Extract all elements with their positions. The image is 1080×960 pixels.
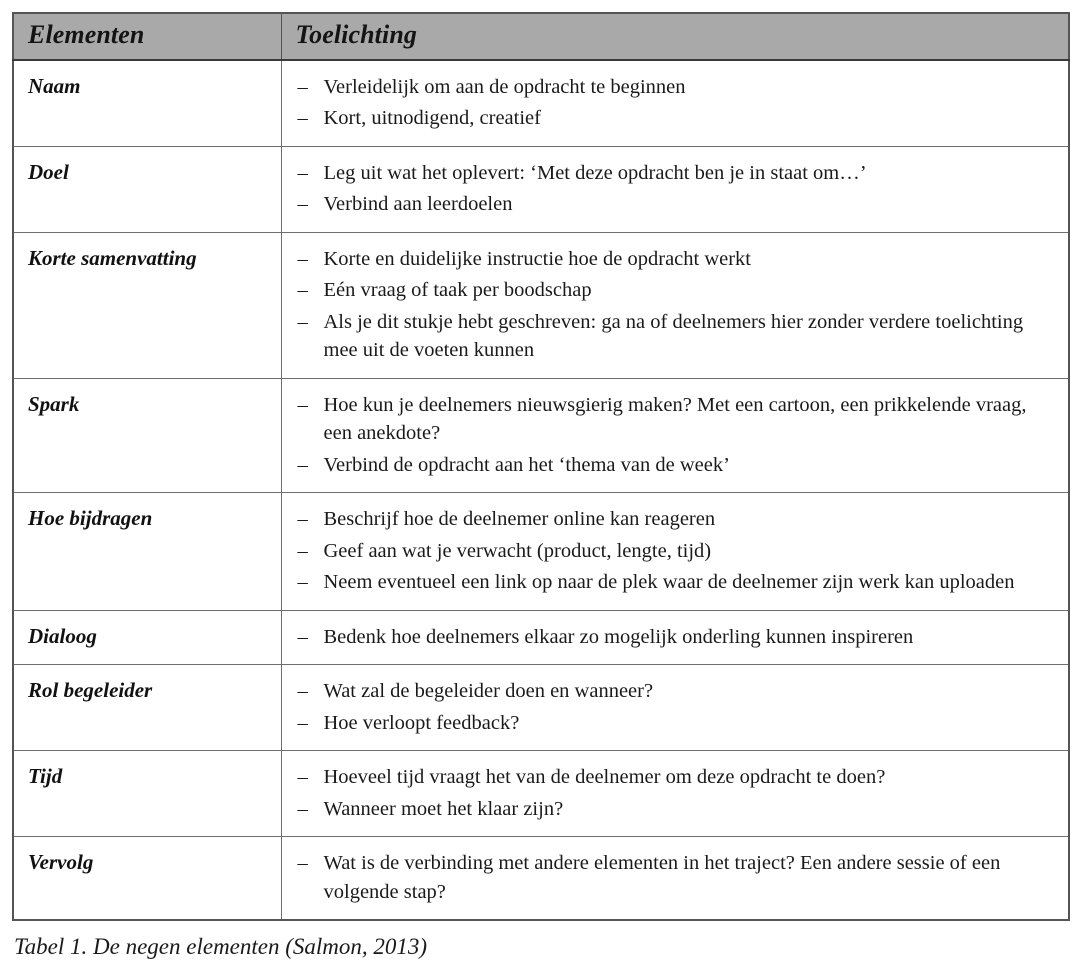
- bullet-item: [296, 190, 1057, 218]
- bullet-text: Hoeveel tijd vraagt het van de deelnemer om deze opdracht te doen?: [323, 766, 886, 789]
- table-row: [13, 146, 1069, 232]
- dash-bullet-icon: –: [297, 711, 308, 734]
- dash-bullet-icon: –: [297, 852, 308, 875]
- table-body: [13, 60, 1069, 920]
- bullet-item: [296, 568, 1057, 596]
- dash-bullet-icon: –: [297, 76, 308, 98]
- dash-bullet-icon: –: [297, 161, 308, 184]
- bullet-list: [296, 505, 1057, 596]
- explanation-cell: [281, 146, 1069, 232]
- bullet-text: Leg uit wat het oplevert: ‘Met deze opdracht ben je in staat om…’: [323, 161, 867, 184]
- bullet-text: Hoe verloopt feedback?: [323, 711, 520, 734]
- bullet-list: [296, 849, 1057, 906]
- dash-bullet-icon: –: [297, 508, 308, 531]
- dash-bullet-icon: –: [297, 107, 308, 130]
- element-name-cell: Naam: [13, 60, 281, 146]
- element-name-cell: Hoe bijdragen: [13, 493, 281, 610]
- table-row: [13, 378, 1069, 492]
- bullet-item: [296, 677, 1057, 705]
- element-name-cell: Vervolg: [13, 837, 281, 920]
- bullet-list: [296, 391, 1057, 479]
- bullet-item: [296, 709, 1057, 737]
- bullet-item: [296, 451, 1057, 479]
- bullet-list: [296, 623, 1057, 651]
- element-name-cell: Tijd: [13, 751, 281, 837]
- table-row: [13, 60, 1069, 146]
- dash-bullet-icon: –: [297, 625, 308, 648]
- bullet-list: [296, 73, 1057, 133]
- bullet-item: [296, 623, 1057, 651]
- bullet-list: [296, 159, 1057, 219]
- table-row: [13, 493, 1069, 610]
- dash-bullet-icon: –: [297, 247, 308, 270]
- bullet-item: [296, 763, 1057, 791]
- bullet-item: [296, 245, 1057, 273]
- bullet-item: [296, 537, 1057, 565]
- element-name-cell: Rol begeleider: [13, 665, 281, 751]
- table-row: [13, 610, 1069, 664]
- bullet-item: [296, 159, 1057, 187]
- bullet-item: [296, 505, 1057, 533]
- bullet-item: [296, 849, 1057, 906]
- bullet-item: [296, 308, 1057, 365]
- bullet-item: [296, 73, 1057, 101]
- element-name-cell: Spark: [13, 378, 281, 492]
- table-header-row: [13, 13, 1069, 60]
- dash-bullet-icon: –: [297, 680, 308, 703]
- dash-bullet-icon: –: [297, 539, 308, 562]
- element-name-cell: Dialoog: [13, 610, 281, 664]
- bullet-text: Als je dit stukje hebt geschreven: ga na of deelnemers hier zonder verdere toelichting mee uit de voeten kunnen: [323, 310, 1024, 362]
- explanation-cell: [281, 665, 1069, 751]
- dash-bullet-icon: –: [297, 393, 308, 416]
- bullet-item: [296, 795, 1057, 823]
- bullet-text: Neem eventueel een link op naar de plek waar de deelnemer zijn werk kan uploaden: [323, 571, 1015, 594]
- dash-bullet-icon: –: [297, 766, 308, 789]
- explanation-cell: [281, 837, 1069, 920]
- explanation-cell: [281, 378, 1069, 492]
- bullet-text: Verbind de opdracht aan het ‘thema van de week’: [323, 453, 730, 476]
- bullet-text: Wat is de verbinding met andere elementen in het traject? Een andere sessie of een volgende stap?: [323, 852, 1001, 903]
- bullet-text: Verleidelijk om aan de opdracht te beginnen: [323, 76, 686, 98]
- table-header: [13, 13, 1069, 60]
- element-name-cell: Korte samenvatting: [13, 232, 281, 378]
- dash-bullet-icon: –: [297, 797, 308, 820]
- explanation-cell: [281, 232, 1069, 378]
- bullet-item: [296, 391, 1057, 448]
- table-row: [13, 751, 1069, 837]
- column-header-toelichting: Toelichting: [281, 13, 1069, 60]
- explanation-cell: [281, 610, 1069, 664]
- bullet-item: [296, 276, 1057, 304]
- dash-bullet-icon: –: [297, 310, 308, 333]
- explanation-cell: [281, 60, 1069, 146]
- bullet-list: [296, 677, 1057, 737]
- bullet-list: [296, 245, 1057, 365]
- explanation-cell: [281, 751, 1069, 837]
- table-row: [13, 232, 1069, 378]
- bullet-text: Wat zal de begeleider doen en wanneer?: [323, 680, 654, 703]
- bullet-text: Wanneer moet het klaar zijn?: [323, 797, 564, 820]
- bullet-text: Kort, uitnodigend, creatief: [323, 107, 541, 130]
- table-row: [13, 837, 1069, 920]
- dash-bullet-icon: –: [297, 279, 308, 302]
- bullet-text: Verbind aan leerdoelen: [323, 193, 513, 216]
- table-row: [13, 665, 1069, 751]
- bullet-text: Bedenk hoe deelnemers elkaar zo mogelijk onderling kunnen inspireren: [323, 625, 914, 648]
- dash-bullet-icon: –: [297, 571, 308, 594]
- bullet-list: [296, 763, 1057, 823]
- bullet-text: Geef aan wat je verwacht (product, lengte, tijd): [323, 539, 712, 562]
- bullet-text: Eén vraag of taak per boodschap: [323, 279, 592, 302]
- bullet-text: Korte en duidelijke instructie hoe de opdracht werkt: [323, 247, 752, 270]
- nine-elements-table: [12, 12, 1070, 921]
- column-header-elementen: Elementen: [13, 13, 281, 60]
- table-caption: Tabel 1. De negen elementen (Salmon, 2013): [14, 934, 428, 960]
- explanation-cell: [281, 493, 1069, 610]
- bullet-text: Beschrijf hoe de deelnemer online kan reageren: [323, 508, 716, 531]
- bullet-text: Hoe kun je deelnemers nieuwsgierig maken? Met een cartoon, een prikkelende vraag, een anekdote?: [323, 393, 1027, 445]
- dash-bullet-icon: –: [297, 453, 308, 476]
- element-name-cell: Doel: [13, 146, 281, 232]
- dash-bullet-icon: –: [297, 193, 308, 216]
- bullet-item: [296, 104, 1057, 132]
